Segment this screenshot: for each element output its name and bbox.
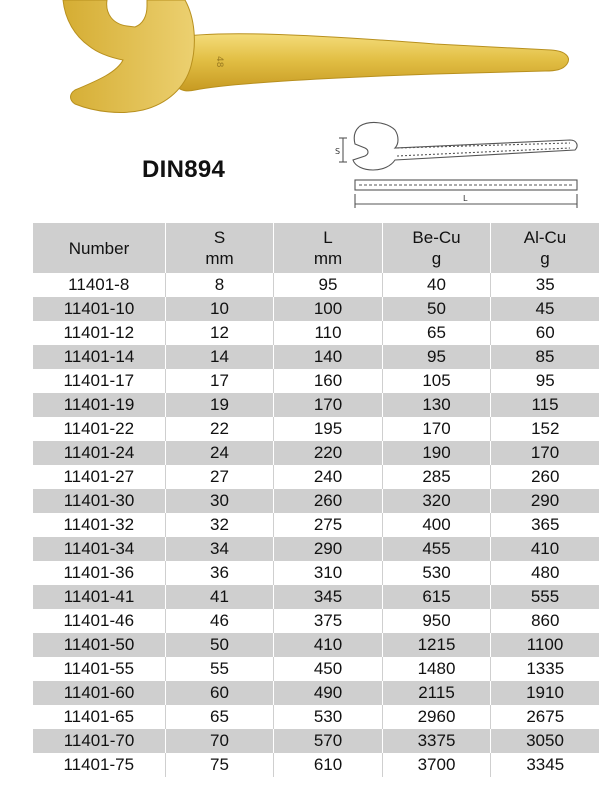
cell-s: 75 — [166, 753, 274, 777]
table-row — [33, 465, 600, 489]
cell-al-cu: 115 — [491, 393, 600, 417]
cell-number: 11401-14 — [33, 345, 166, 369]
cell-l: 170 — [274, 393, 383, 417]
cell-al-cu: 555 — [491, 585, 600, 609]
cell-al-cu: 1100 — [491, 633, 600, 657]
cell-l: 410 — [274, 633, 383, 657]
cell-number: 11401-17 — [33, 369, 166, 393]
cell-s: 36 — [166, 561, 274, 585]
table-row — [33, 441, 600, 465]
cell-al-cu: 290 — [491, 489, 600, 513]
cell-s: 30 — [166, 489, 274, 513]
cell-l: 570 — [274, 729, 383, 753]
cell-number: 11401-24 — [33, 441, 166, 465]
cell-s: 70 — [166, 729, 274, 753]
cell-number: 11401-60 — [33, 681, 166, 705]
cell-number: 11401-10 — [33, 297, 166, 321]
cell-s: 12 — [166, 321, 274, 345]
dimension-l-label: L — [463, 194, 468, 203]
table-row — [33, 393, 600, 417]
table-row — [33, 273, 600, 297]
cell-al-cu: 365 — [491, 513, 600, 537]
table-row — [33, 681, 600, 705]
cell-s: 24 — [166, 441, 274, 465]
table-row — [33, 345, 600, 369]
cell-number: 11401-70 — [33, 729, 166, 753]
cell-be-cu: 190 — [383, 441, 491, 465]
svg-text:48: 48 — [214, 56, 224, 68]
cell-number: 11401-19 — [33, 393, 166, 417]
cell-number: 11401-8 — [33, 273, 166, 297]
table-row — [33, 657, 600, 681]
cell-s: 32 — [166, 513, 274, 537]
table-header-row — [33, 223, 600, 273]
cell-number: 11401-65 — [33, 705, 166, 729]
cell-l: 140 — [274, 345, 383, 369]
table-row — [33, 489, 600, 513]
header-be-cu: Be-Cu g — [383, 223, 491, 273]
cell-al-cu: 170 — [491, 441, 600, 465]
cell-l: 160 — [274, 369, 383, 393]
cell-be-cu: 615 — [383, 585, 491, 609]
cell-al-cu: 60 — [491, 321, 600, 345]
cell-be-cu: 50 — [383, 297, 491, 321]
cell-l: 195 — [274, 417, 383, 441]
cell-be-cu: 3700 — [383, 753, 491, 777]
cell-be-cu: 2960 — [383, 705, 491, 729]
cell-al-cu: 152 — [491, 417, 600, 441]
cell-l: 490 — [274, 681, 383, 705]
cell-be-cu: 3375 — [383, 729, 491, 753]
table-row — [33, 537, 600, 561]
cell-al-cu: 95 — [491, 369, 600, 393]
spec-table — [32, 223, 600, 777]
cell-s: 17 — [166, 369, 274, 393]
cell-s: 60 — [166, 681, 274, 705]
cell-be-cu: 170 — [383, 417, 491, 441]
table-body — [33, 273, 600, 777]
cell-be-cu: 130 — [383, 393, 491, 417]
cell-l: 610 — [274, 753, 383, 777]
cell-number: 11401-36 — [33, 561, 166, 585]
cell-number: 11401-34 — [33, 537, 166, 561]
cell-s: 46 — [166, 609, 274, 633]
product-title: DIN894 — [142, 156, 226, 183]
cell-s: 50 — [166, 633, 274, 657]
cell-al-cu: 1335 — [491, 657, 600, 681]
cell-al-cu: 35 — [491, 273, 600, 297]
cell-number: 11401-75 — [33, 753, 166, 777]
cell-number: 11401-27 — [33, 465, 166, 489]
cell-l: 310 — [274, 561, 383, 585]
cell-number: 11401-22 — [33, 417, 166, 441]
cell-be-cu: 2115 — [383, 681, 491, 705]
cell-be-cu: 455 — [383, 537, 491, 561]
cell-s: 65 — [166, 705, 274, 729]
cell-number: 11401-46 — [33, 609, 166, 633]
cell-al-cu: 260 — [491, 465, 600, 489]
cell-al-cu: 2675 — [491, 705, 600, 729]
cell-l: 530 — [274, 705, 383, 729]
cell-l: 220 — [274, 441, 383, 465]
cell-be-cu: 65 — [383, 321, 491, 345]
table-row — [33, 585, 600, 609]
wrench-image — [55, 0, 575, 120]
cell-s: 10 — [166, 297, 274, 321]
cell-l: 240 — [274, 465, 383, 489]
product-hero — [0, 0, 609, 222]
cell-number: 11401-12 — [33, 321, 166, 345]
cell-l: 110 — [274, 321, 383, 345]
cell-s: 55 — [166, 657, 274, 681]
cell-al-cu: 410 — [491, 537, 600, 561]
table-row — [33, 417, 600, 441]
header-number: Number — [33, 223, 166, 273]
cell-al-cu: 860 — [491, 609, 600, 633]
dimension-diagram — [325, 118, 585, 218]
cell-al-cu: 1910 — [491, 681, 600, 705]
cell-s: 8 — [166, 273, 274, 297]
table-row — [33, 753, 600, 777]
cell-al-cu: 85 — [491, 345, 600, 369]
cell-l: 275 — [274, 513, 383, 537]
cell-be-cu: 950 — [383, 609, 491, 633]
table-row — [33, 561, 600, 585]
table-row — [33, 513, 600, 537]
cell-be-cu: 105 — [383, 369, 491, 393]
header-s: S mm — [166, 223, 274, 273]
cell-s: 27 — [166, 465, 274, 489]
cell-al-cu: 3050 — [491, 729, 600, 753]
cell-be-cu: 530 — [383, 561, 491, 585]
cell-l: 290 — [274, 537, 383, 561]
table-row — [33, 609, 600, 633]
cell-be-cu: 400 — [383, 513, 491, 537]
cell-l: 260 — [274, 489, 383, 513]
cell-number: 11401-50 — [33, 633, 166, 657]
cell-al-cu: 45 — [491, 297, 600, 321]
cell-be-cu: 40 — [383, 273, 491, 297]
cell-al-cu: 3345 — [491, 753, 600, 777]
table-row — [33, 369, 600, 393]
table-row — [33, 297, 600, 321]
cell-be-cu: 1480 — [383, 657, 491, 681]
cell-al-cu: 480 — [491, 561, 600, 585]
cell-s: 22 — [166, 417, 274, 441]
table-row — [33, 633, 600, 657]
cell-be-cu: 95 — [383, 345, 491, 369]
cell-s: 19 — [166, 393, 274, 417]
cell-s: 41 — [166, 585, 274, 609]
cell-number: 11401-55 — [33, 657, 166, 681]
table-row — [33, 321, 600, 345]
header-al-cu: Al-Cu g — [491, 223, 600, 273]
cell-number: 11401-30 — [33, 489, 166, 513]
cell-l: 95 — [274, 273, 383, 297]
cell-be-cu: 285 — [383, 465, 491, 489]
cell-s: 14 — [166, 345, 274, 369]
cell-s: 34 — [166, 537, 274, 561]
cell-number: 11401-32 — [33, 513, 166, 537]
cell-be-cu: 1215 — [383, 633, 491, 657]
cell-number: 11401-41 — [33, 585, 166, 609]
cell-l: 375 — [274, 609, 383, 633]
table-row — [33, 729, 600, 753]
cell-l: 345 — [274, 585, 383, 609]
cell-l: 100 — [274, 297, 383, 321]
cell-be-cu: 320 — [383, 489, 491, 513]
table-row — [33, 705, 600, 729]
cell-l: 450 — [274, 657, 383, 681]
dimension-s-label: S — [335, 147, 341, 156]
header-l: L mm — [274, 223, 383, 273]
